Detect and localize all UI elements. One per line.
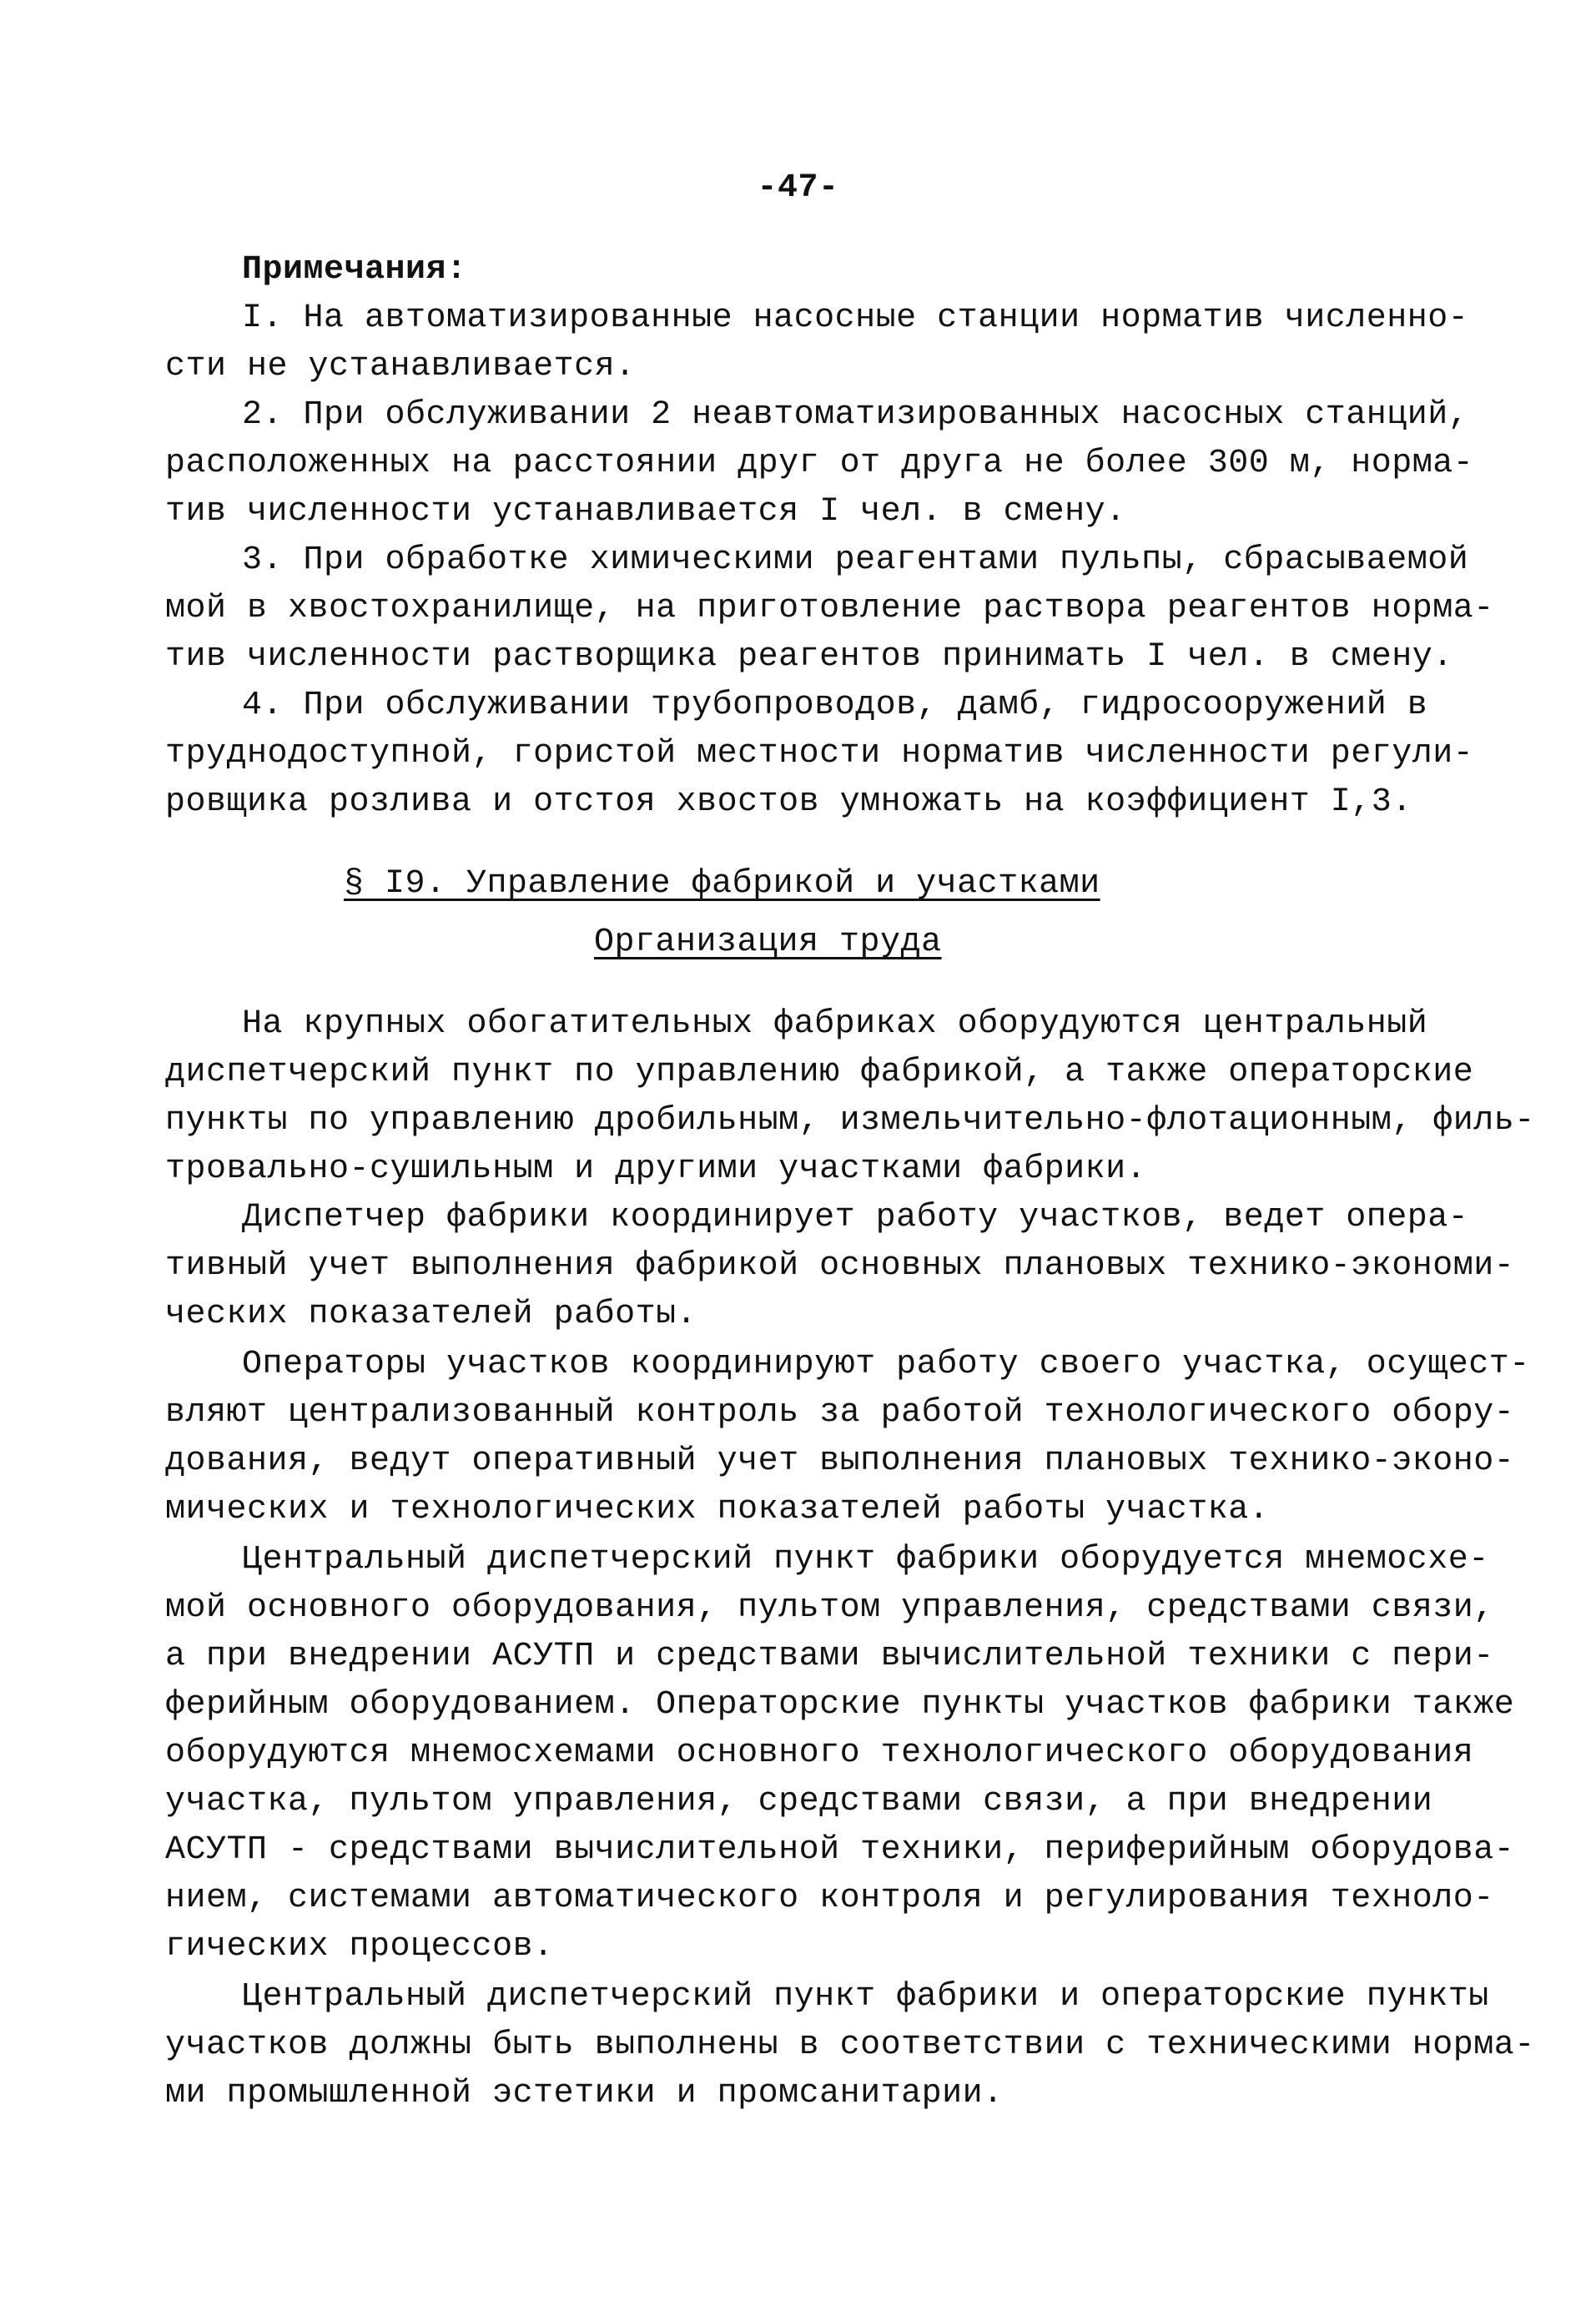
body-line: оборудуются мнемосхемами основного технологического оборудования: [165, 1735, 1474, 1772]
body-line: АСУТП - средствами вычислительной техники, периферийным оборудова-: [165, 1831, 1515, 1869]
notes-line: 4. При обслуживании трубопроводов, дамб, гидросооружений в: [242, 687, 1428, 724]
body-line: гических процессов.: [165, 1928, 554, 1966]
body-line: участков должны быть выполнены в соответствии с техническими норма-: [165, 2027, 1535, 2064]
notes-line: ровщика розлива и отстоя хвостов умножать на коэффициент I,3.: [165, 783, 1412, 821]
body-line: вляют централизованный контроль за работой технологического обору-: [165, 1394, 1515, 1432]
body-line: диспетчерский пункт по управлению фабрикой, а также операторские: [165, 1054, 1474, 1091]
section-subtitle: Организация труда: [594, 924, 942, 961]
notes-line: труднодоступной, гористой местности норматив численности регули-: [165, 735, 1474, 773]
body-line: а при внедрении АСУТП и средствами вычислительной техники с пери-: [165, 1638, 1494, 1675]
body-line: Операторы участков координируют работу своего участка, осущест-: [242, 1346, 1530, 1383]
page-number: -47-: [757, 169, 839, 207]
body-line: Диспетчер фабрики координирует работу участков, ведет опера-: [242, 1199, 1469, 1236]
notes-line: тив численности устанавливается I чел. в смену.: [165, 493, 1126, 531]
body-line: На крупных обогатительных фабриках оборудуются центральный: [242, 1005, 1428, 1043]
notes-heading: Примечания:: [242, 251, 467, 289]
body-line: ми промышленной эстетики и промсанитарии.: [165, 2075, 1004, 2112]
body-line: тивный учет выполнения фабрикой основных плановых технико-экономи-: [165, 1247, 1515, 1285]
body-line: мических и технологических показателей работы участка.: [165, 1491, 1270, 1528]
body-line: Центральный диспетчерский пункт фабрики оборудуется мнемосхе-: [242, 1541, 1489, 1578]
body-line: мой основного оборудования, пультом управления, средствами связи,: [165, 1589, 1494, 1627]
notes-line: 3. При обработке химическими реагентами пульпы, сбрасываемой: [242, 541, 1469, 579]
notes-line: расположенных на расстоянии друг от друга не более 300 м, норма-: [165, 445, 1474, 482]
notes-line: 2. При обслуживании 2 неавтоматизированных насосных станций,: [242, 396, 1469, 434]
body-line: дования, ведут оперативный учет выполнения плановых технико-эконо-: [165, 1443, 1515, 1480]
section-title: § I9. Управление фабрикой и участками: [344, 865, 1100, 903]
body-line: ферийным оборудованием. Операторские пункты участков фабрики также: [165, 1686, 1515, 1724]
body-line: ческих показателей работы.: [165, 1296, 697, 1333]
notes-line: тив численности растворщика реагентов принимать I чел. в смену.: [165, 638, 1453, 676]
body-line: участка, пультом управления, средствами связи, а при внедрении: [165, 1783, 1433, 1820]
notes-line: сти не устанавливается.: [165, 348, 636, 385]
body-line: пункты по управлению дробильным, измельчительно-флотационным, филь-: [165, 1102, 1535, 1140]
body-line: нием, системами автоматического контроля и регулирования техноло-: [165, 1880, 1494, 1917]
notes-line: I. На автоматизированные насосные станции норматив численно-: [242, 300, 1469, 337]
body-line: Центральный диспетчерский пункт фабрики и операторские пункты: [242, 1978, 1489, 2016]
body-line: тровально-сушильным и другими участками фабрики.: [165, 1150, 1147, 1188]
notes-line: мой в хвостохранилище, на приготовление раствора реагентов норма-: [165, 590, 1494, 627]
